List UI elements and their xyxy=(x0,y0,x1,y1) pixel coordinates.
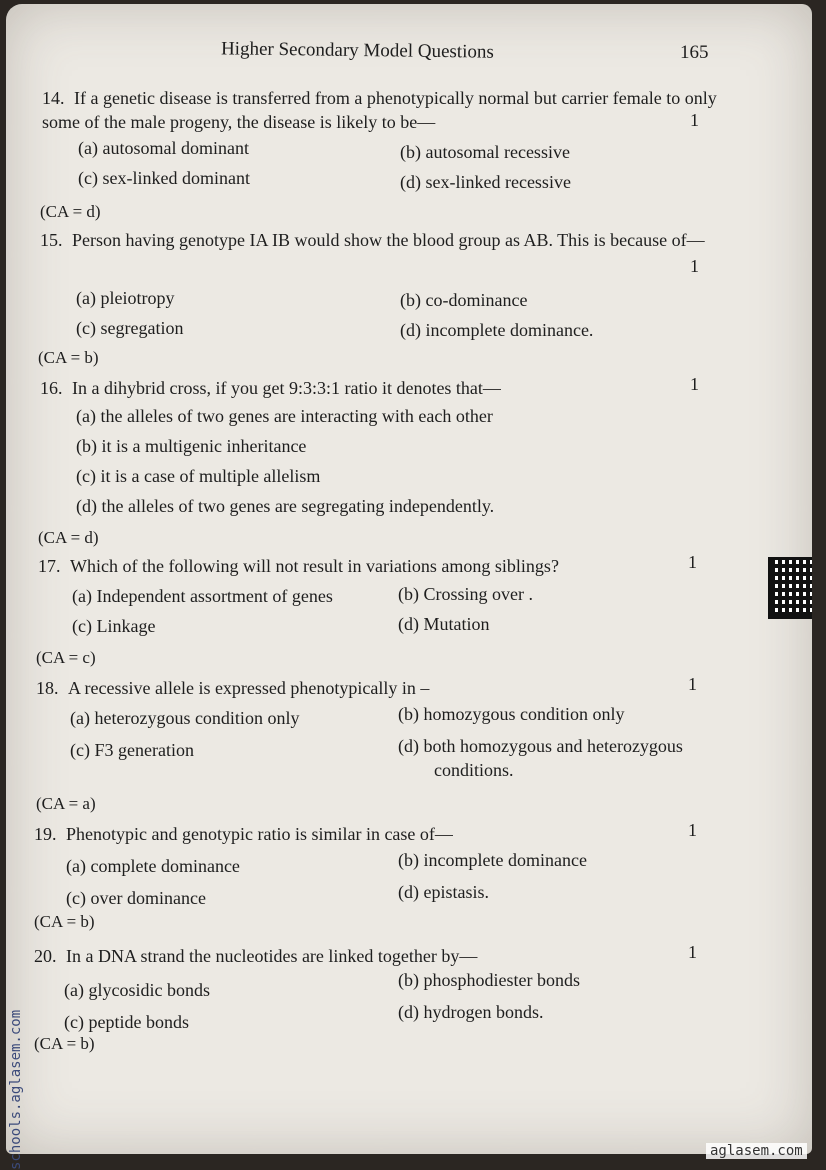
option-c: (c) Linkage xyxy=(72,616,156,636)
question-14 xyxy=(42,86,718,134)
page-header-title: Higher Secondary Model Questions xyxy=(220,38,494,63)
question-text: Person having genotype IA IB would show the blood group as AB. This is because of— xyxy=(72,230,705,250)
option-a: (a) Independent assortment of genes xyxy=(72,586,333,606)
option-b: (b) incomplete dominance xyxy=(398,850,587,870)
question-marks: 1 xyxy=(688,942,697,962)
option-a: (a) autosomal dominant xyxy=(78,138,249,158)
option-c: (c) segregation xyxy=(76,318,184,338)
option-c: (c) it is a case of multiple allelism xyxy=(76,466,321,486)
side-watermark: schools.aglasem.com xyxy=(8,1009,24,1170)
question-number: 20. xyxy=(34,946,57,966)
question-19 xyxy=(34,822,674,846)
question-16 xyxy=(40,376,680,400)
option-d: (d) epistasis. xyxy=(398,882,489,902)
question-text: In a DNA strand the nucleotides are linked together by— xyxy=(66,946,478,966)
question-number: 19. xyxy=(34,824,57,844)
question-marks: 1 xyxy=(690,374,699,394)
page-number: 165 xyxy=(680,42,709,63)
question-number: 14. xyxy=(42,88,65,108)
option-c: (c) peptide bonds xyxy=(64,1012,189,1032)
qr-code xyxy=(768,557,812,619)
question-number: 15. xyxy=(40,230,63,250)
question-20 xyxy=(34,944,674,968)
correct-answer: (CA = d) xyxy=(40,202,101,221)
option-b: (b) phosphodiester bonds xyxy=(398,970,580,990)
question-number: 18. xyxy=(36,678,59,698)
option-d: (d) incomplete dominance. xyxy=(400,320,594,340)
option-c: (c) F3 generation xyxy=(70,740,194,760)
option-b: (b) it is a multigenic inheritance xyxy=(76,436,307,456)
option-d: (d) the alleles of two genes are segregating independently. xyxy=(76,496,495,516)
option-d: (d) Mutation xyxy=(398,614,490,634)
question-marks: 1 xyxy=(690,110,699,130)
option-d-continuation: conditions. xyxy=(434,760,514,780)
option-b: (b) co-dominance xyxy=(400,290,528,310)
question-marks: 1 xyxy=(688,674,697,694)
option-a: (a) pleiotropy xyxy=(76,288,175,308)
option-d: (d) sex-linked recessive xyxy=(400,172,571,192)
correct-answer: (CA = b) xyxy=(34,912,95,931)
option-d: (d) hydrogen bonds. xyxy=(398,1002,544,1022)
option-c: (c) over dominance xyxy=(66,888,206,908)
document-page xyxy=(6,4,812,1154)
option-d: (d) both homozygous and heterozygous xyxy=(398,736,683,756)
question-text: Which of the following will not result in variations among siblings? xyxy=(70,556,559,576)
question-marks: 1 xyxy=(690,256,699,276)
question-18 xyxy=(36,676,676,700)
correct-answer: (CA = b) xyxy=(34,1034,95,1053)
question-text: Phenotypic and genotypic ratio is similar in case of— xyxy=(66,824,453,844)
question-number: 17. xyxy=(38,556,61,576)
option-a: (a) heterozygous condition only xyxy=(70,708,300,728)
correct-answer: (CA = b) xyxy=(38,348,99,367)
correct-answer: (CA = a) xyxy=(36,794,96,813)
question-text: If a genetic disease is transferred from a phenotypically normal but carrier female to only some of the male progeny, the disease is likely to be— xyxy=(42,88,717,132)
question-number: 16. xyxy=(40,378,63,398)
option-b: (b) homozygous condition only xyxy=(398,704,625,724)
option-a: (a) the alleles of two genes are interacting with each other xyxy=(76,406,493,426)
correct-answer: (CA = d) xyxy=(38,528,99,547)
question-marks: 1 xyxy=(688,552,697,572)
correct-answer: (CA = c) xyxy=(36,648,96,667)
option-b: (b) Crossing over . xyxy=(398,584,533,604)
option-a: (a) glycosidic bonds xyxy=(64,980,210,1000)
question-17 xyxy=(38,554,678,578)
option-b: (b) autosomal recessive xyxy=(400,142,570,162)
option-a: (a) complete dominance xyxy=(66,856,240,876)
question-marks: 1 xyxy=(688,820,697,840)
bottom-watermark: aglasem.com xyxy=(706,1143,807,1159)
question-text: A recessive allele is expressed phenotypically in – xyxy=(68,678,430,698)
question-text: In a dihybrid cross, if you get 9:3:3:1 ratio it denotes that— xyxy=(72,378,501,398)
question-15 xyxy=(40,228,716,252)
option-c: (c) sex-linked dominant xyxy=(78,168,250,188)
